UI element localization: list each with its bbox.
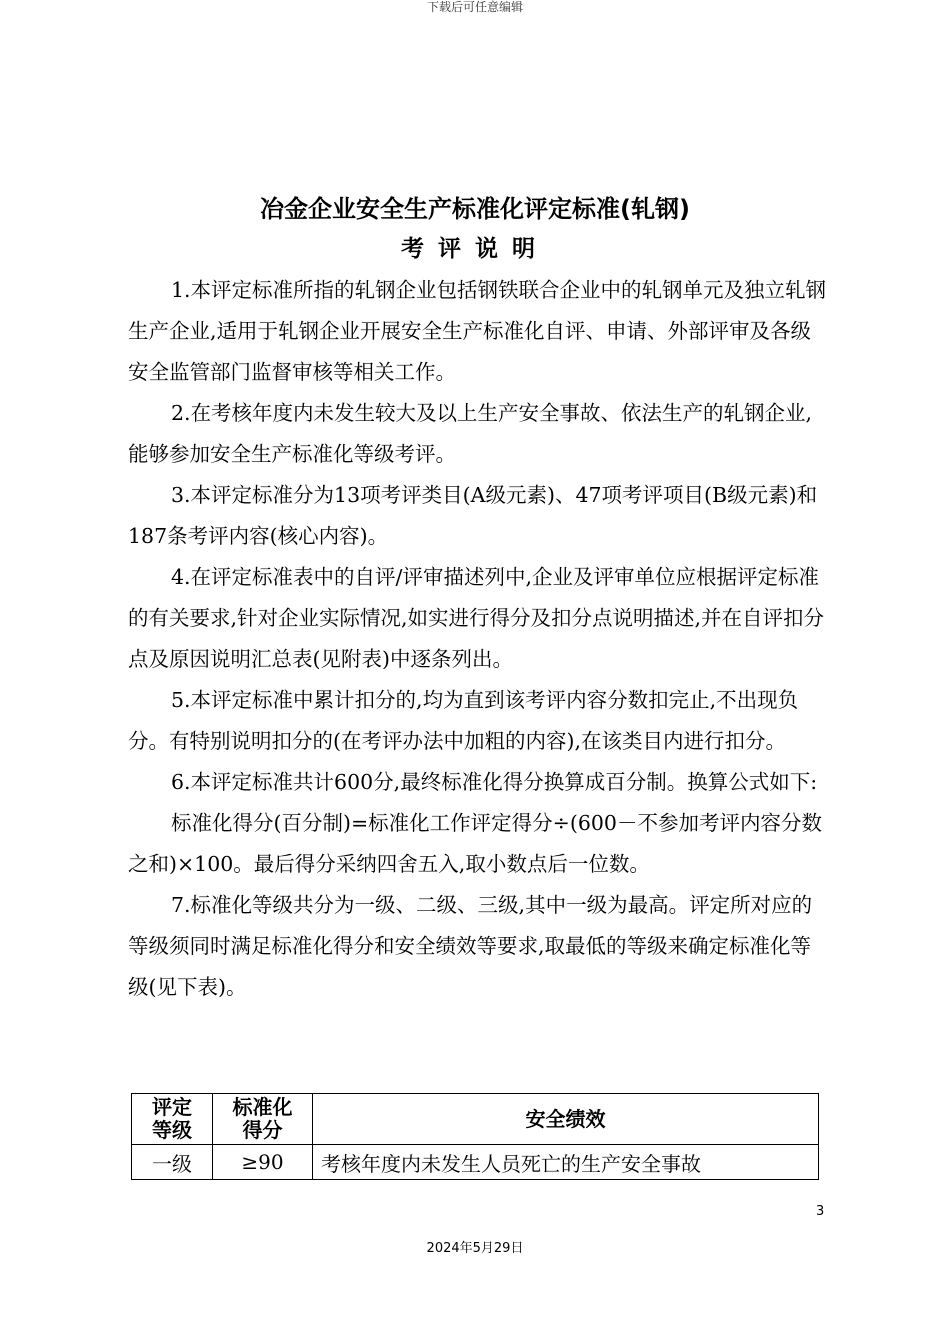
footer-date: 2024年5月29日	[426, 1241, 524, 1256]
paragraph-5: 5.本评定标准中累计扣分的,均为直到该考评内容分数扣完止,不出现负分。有特别说明扣分的(在考评办法中加粗的内容),在该类目内进行扣分。	[128, 688, 799, 753]
document-body	[128, 270, 828, 1008]
document-subtitle: 考评说明	[401, 236, 549, 262]
cell-performance: 考核年度内未发生人员死亡的生产安全事故	[313, 1145, 819, 1180]
header-note: 下载后可任意编辑	[426, 0, 523, 14]
document-title: 冶金企业安全生产标准化评定标准(轧钢)	[260, 195, 690, 223]
paragraph-1: 1.本评定标准所指的轧钢企业包括钢铁联合企业中的轧钢单元及独立轧钢生产企业,适用于轧钢企业开展安全生产标准化自评、申请、外部评审及各级安全监管部门监督审核等相关工作。	[128, 278, 827, 384]
table-header-row	[132, 1094, 819, 1145]
paragraph-7: 7.标准化等级共分为一级、二级、三级,其中一级为最高。评定所对应的等级须同时满足标准化得分和安全绩效等要求,取最低的等级来确定标准化等级(见下表)。	[128, 893, 813, 999]
formula-paragraph: 标准化得分(百分制)=标准化工作评定得分÷(600－不参加考评内容分数之和)×100。最后得分采纳四舍五入,取小数点后一位数。	[128, 811, 822, 876]
grade-table	[131, 1093, 819, 1180]
cell-score: ≥90	[213, 1145, 313, 1180]
page-number: 3	[816, 1204, 825, 1219]
cell-grade: 一级	[132, 1145, 213, 1180]
paragraph-6: 6.本评定标准共计600分,最终标准化得分换算成百分制。换算公式如下:	[171, 770, 818, 794]
paragraph-2: 2.在考核年度内未发生较大及以上生产安全事故、依法生产的轧钢企业,能够参加安全生产标准化等级考评。	[128, 401, 813, 466]
header-score: 标准化得分	[213, 1094, 313, 1145]
table-row	[132, 1145, 819, 1180]
header-grade: 评定等级	[132, 1094, 213, 1145]
header-performance: 安全绩效	[313, 1094, 819, 1145]
paragraph-4: 4.在评定标准表中的自评/评审描述列中,企业及评审单位应根据评定标准的有关要求,针对企业实际情况,如实进行得分及扣分点说明描述,并在自评扣分点及原因说明汇总表(见附表)中逐条列出。	[128, 565, 825, 671]
paragraph-3: 3.本评定标准分为13项考评类目(A级元素)、47项考评项目(B级元素)和187条考评内容(核心内容)。	[128, 483, 818, 548]
